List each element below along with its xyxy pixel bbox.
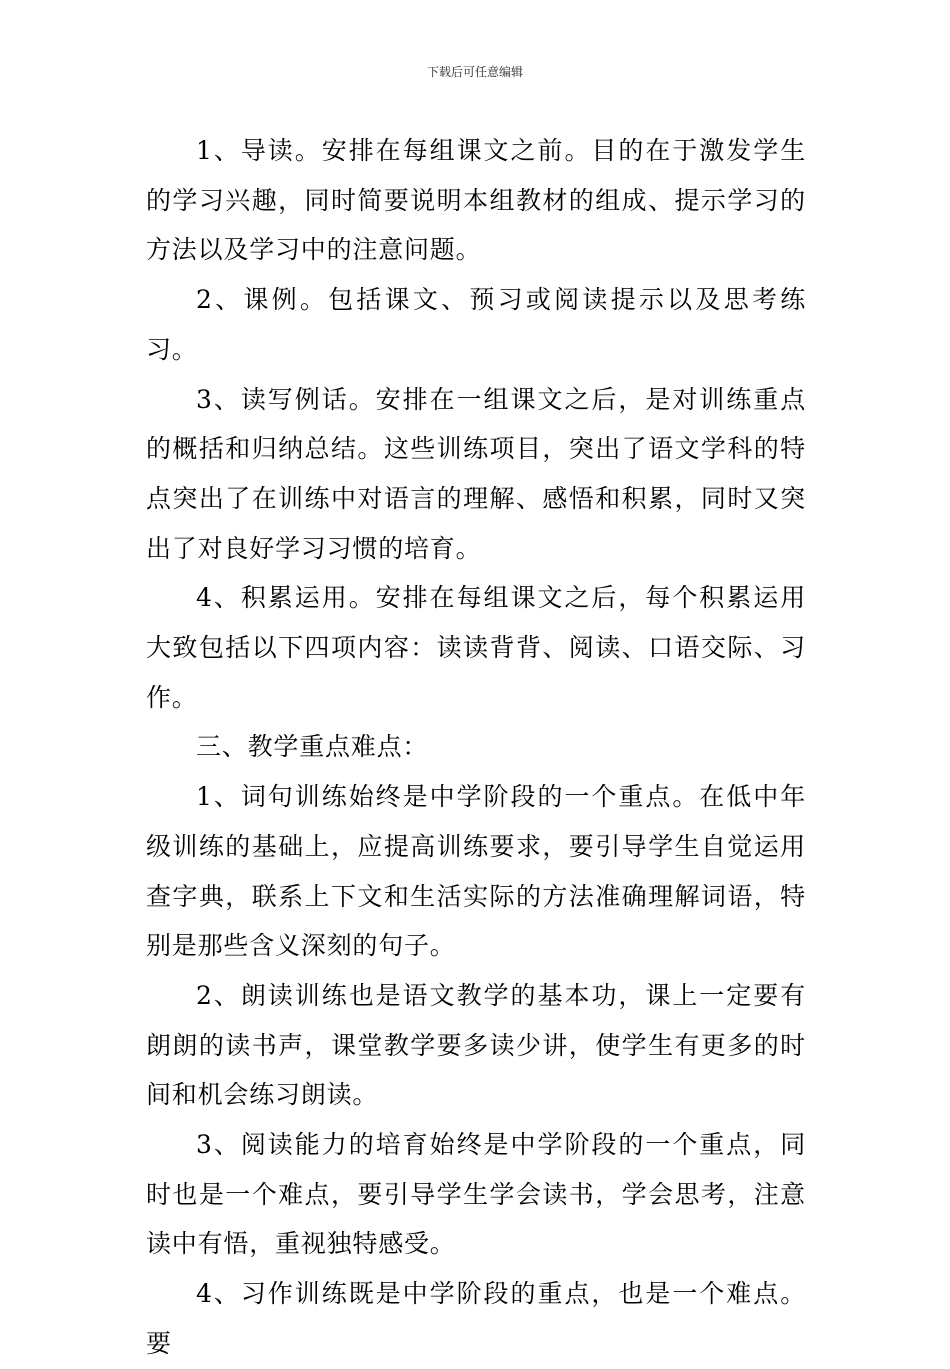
paragraph-reading-aloud: 2、朗读训练也是语文教学的基本功，课上一定要有朗朗的读书声，课堂教学要多读少讲，使学生有更多的时间和机会练习朗读。 [146,980,806,1110]
paragraph-writing: 4、习作训练既是中学阶段的重点，也是一个难点。要 [146,1279,806,1358]
paragraph-reading-ability: 3、阅读能力的培育始终是中学阶段的一个重点，同时也是一个难点，要引导学生学会读书，学会思考，注意读中有悟，重视独特感受。 [146,1130,806,1259]
paragraph-reading-writing: 3、读写例话。安排在一组课文之后，是对训练重点的概括和归纳总结。这些训练项目，突出了语文学科的特点突出了在训练中对语言的理解、感悟和积累，同时又突出了对良好学习习惯的培育。 [146,384,806,563]
section-heading: 三、教学重点难点： [196,732,429,762]
paragraph-accumulation: 4、积累运用。安排在每组课文之后，每个积累运用大致包括以下四项内容：读读背背、阅读、口语交际、习作。 [146,583,806,712]
paragraph-word-sentence: 1、词句训练始终是中学阶段的一个重点。在低中年级训练的基础上，应提高训练要求，要引导学生自觉运用查字典，联系上下文和生活实际的方法准确理解词语，特别是那些含义深刻的句子。 [146,782,806,961]
page-header: 下载后可任意编辑 [426,65,523,79]
document-body [146,126,806,1369]
paragraph-lesson-examples: 2、课例。包括课文、预习或阅读提示以及思考练习。 [146,285,806,364]
paragraph-guide: 1、导读。安排在每组课文之前。目的在于激发学生的学习兴趣，同时简要说明本组教材的组成、提示学习的方法以及学习中的注意问题。 [146,136,806,265]
